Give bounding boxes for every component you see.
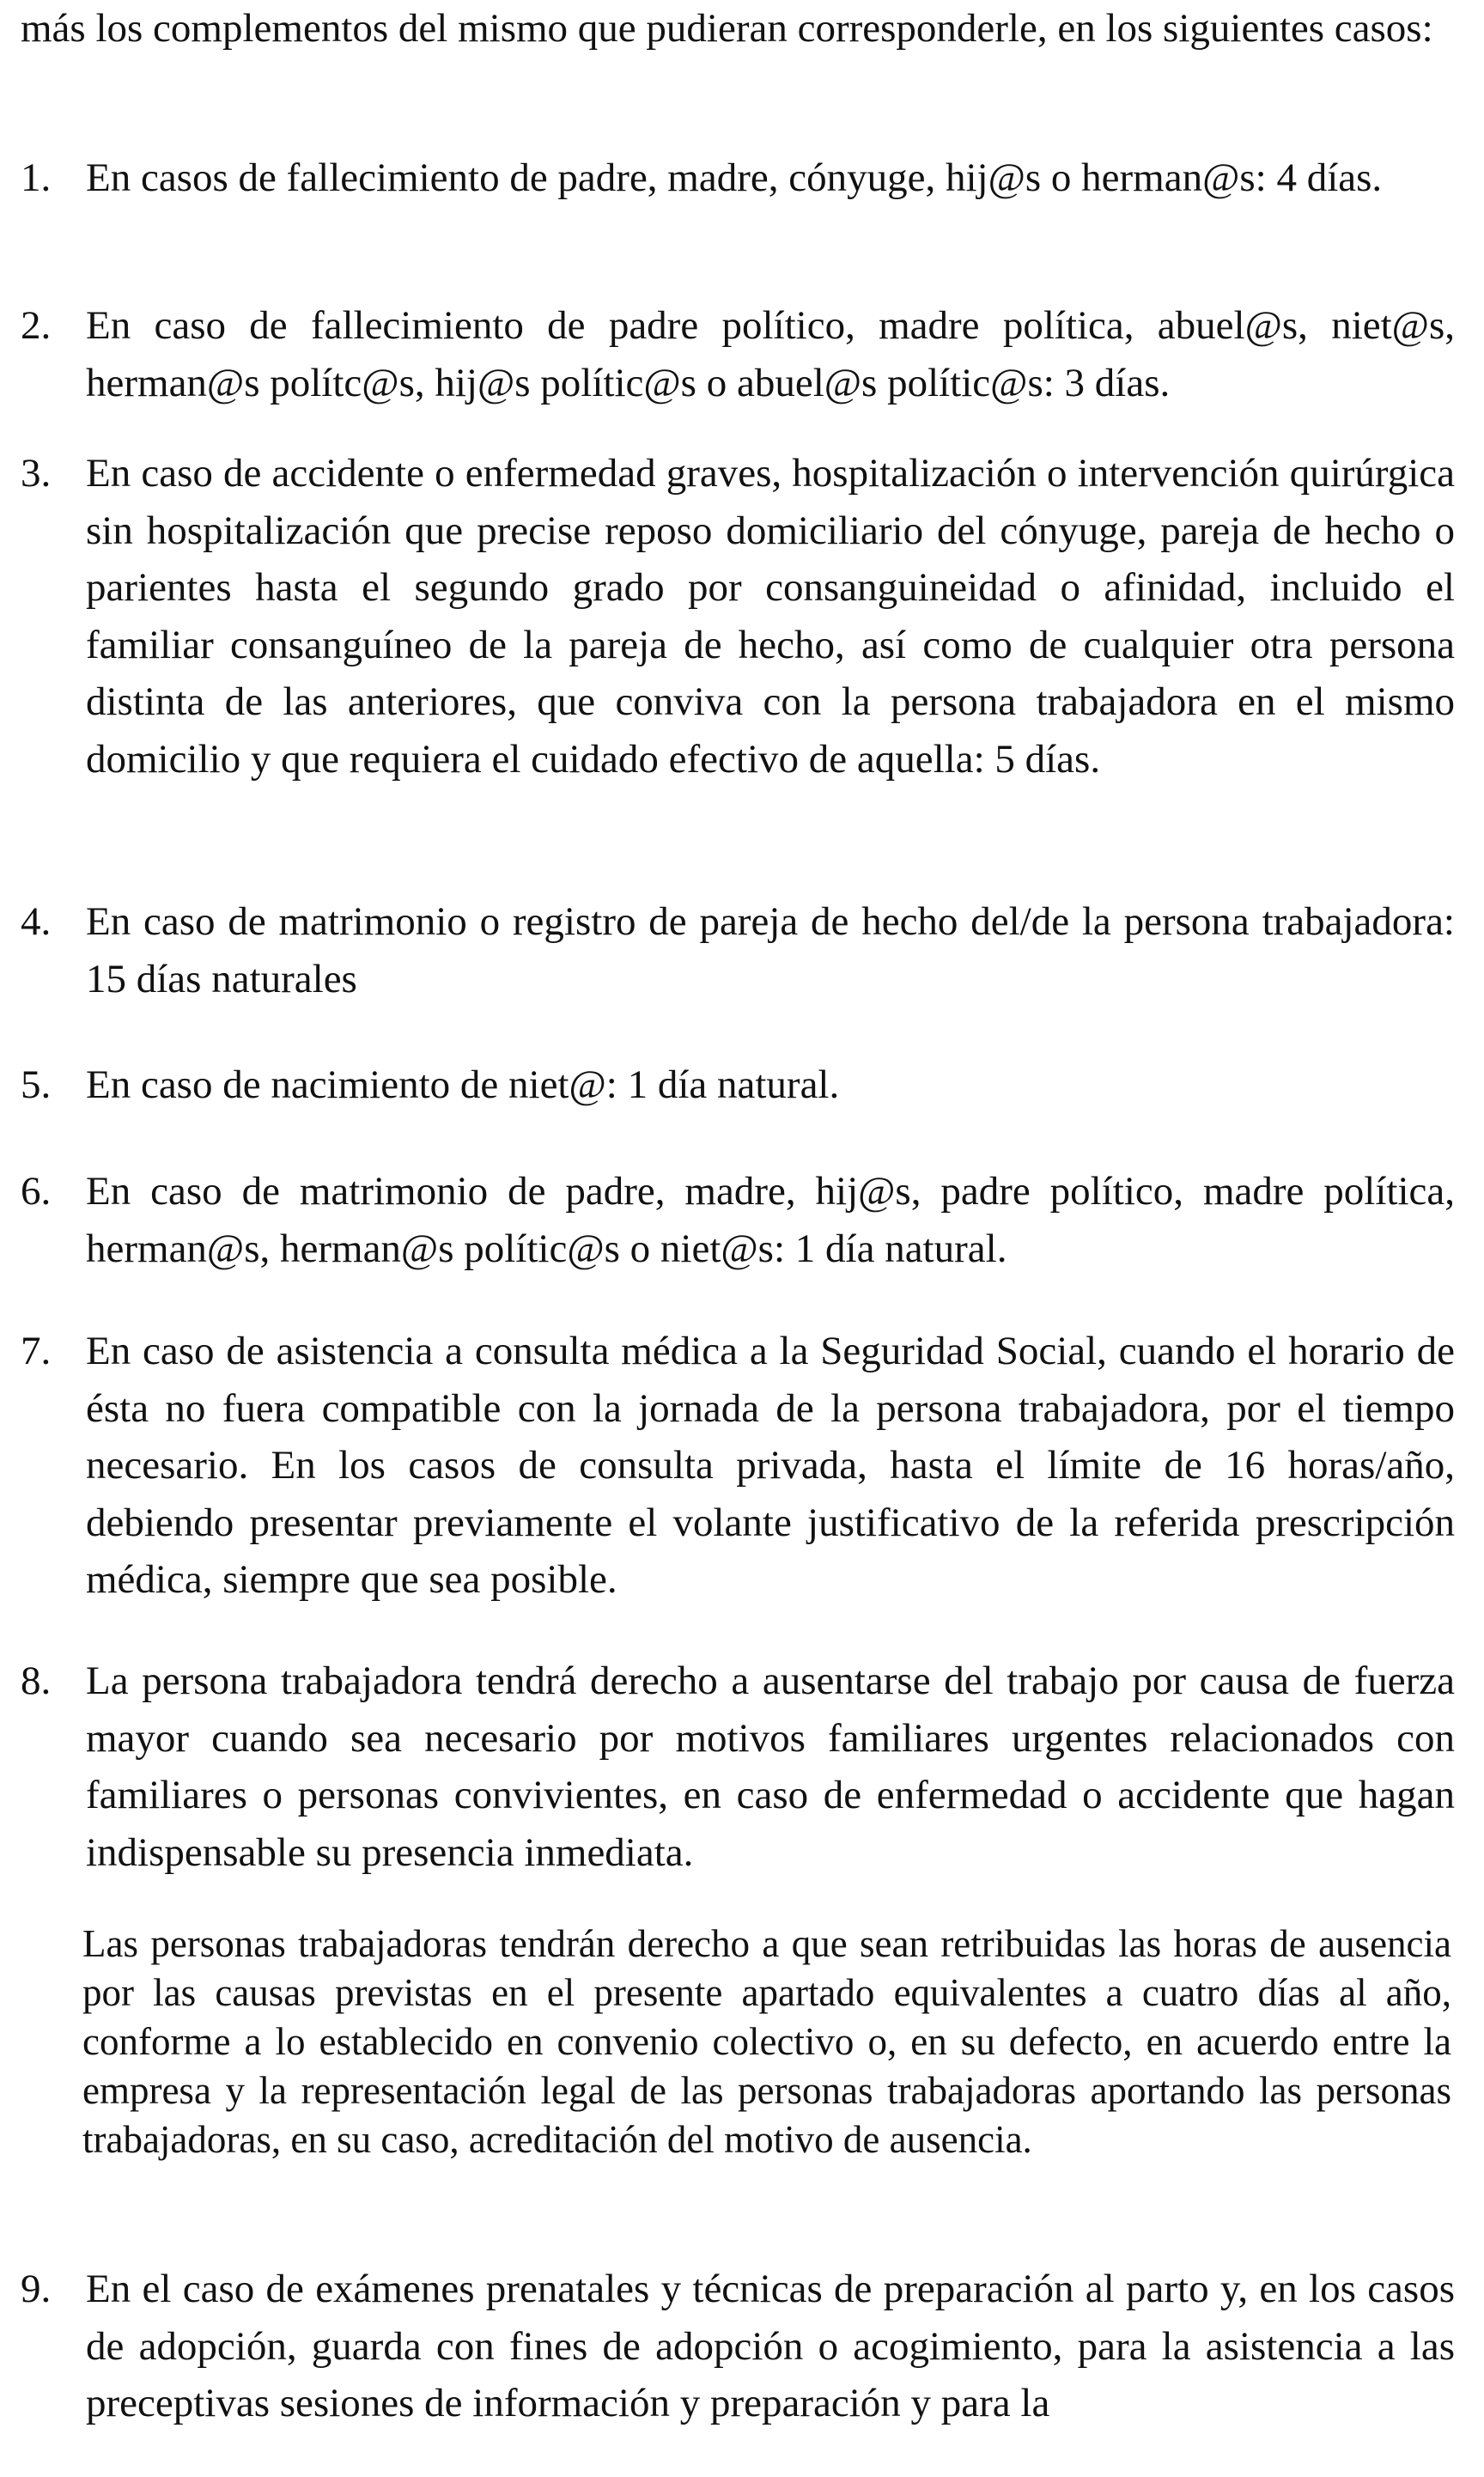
list-number: 1. xyxy=(21,155,52,200)
list-item-text: La persona trabajadora tendrá derecho a ausentarse del trabajo por causa de fuerza mayor cuando sea necesario por motivos familiares urgentes relacionados con familiares o personas convivientes, en caso de enfermedad o accidente que hagan indispensable su presencia inmediata. xyxy=(86,1658,1455,1875)
list-item-text: En caso de matrimonio o registro de pareja de hecho del/de la persona trabajadora: 15 días naturales xyxy=(86,899,1455,1001)
list-number: 7. xyxy=(21,1329,52,1373)
list-item-text: En caso de nacimiento de niet@: 1 día natural. xyxy=(86,1062,840,1107)
list-number: 8. xyxy=(21,1658,52,1703)
list-number: 3. xyxy=(21,451,52,496)
list-item-text: En el caso de exámenes prenatales y técnicas de preparación al parto y, en los casos de adopción, guarda con fines de adopción o acogimiento, para la asistencia a las preceptivas sesiones de información y preparación y para la xyxy=(86,2267,1455,2425)
list-item-text: En casos de fallecimiento de padre, madre, cónyuge, hij@s o herman@s: 4 días. xyxy=(86,155,1383,200)
list-number: 4. xyxy=(21,899,52,944)
item-8-followup-paragraph: Las personas trabajadoras tendrán derecho a que sean retribuidas las horas de ausencia por las causas previstas en el presente apartado equivalentes a cuatro días al año, conforme a lo establecido en convenio colectivo o, en su defecto, en acuerdo entre la empresa y la representación legal de las personas trabajadoras aportando las personas trabajadoras, en su caso, acreditación del motivo de ausencia. xyxy=(82,1922,1451,2161)
list-number: 6. xyxy=(21,1169,52,1214)
list-item-text: En caso de matrimonio de padre, madre, hij@s, padre político, madre política, herman@s, herman@s polític@s o niet@s: 1 día natural. xyxy=(86,1169,1455,1271)
list-item-text: En caso de asistencia a consulta médica a la Seguridad Social, cuando el horario de ésta no fuera compatible con la jornada de la persona trabajadora, por el tiempo necesario. En los casos de consulta privada, hasta el límite de 16 horas/año, debiendo presentar previamente el volante justificativo de la referida prescripción médica, siempre que sea posible. xyxy=(86,1329,1455,1602)
list-number: 2. xyxy=(21,303,52,348)
list-item-text: En caso de accidente o enfermedad graves, hospitalización o intervención quirúrgica sin hospitalización que precise reposo domiciliario del cónyuge, pareja de hecho o parientes hasta el segundo grado por consanguineidad o afinidad, incluido el familiar consanguíneo de la pareja de hecho, así como de cualquier otra persona distinta de las anteriores, que conviva con la persona trabajadora en el mismo domicilio y que requiera el cuidado efectivo de aquella: 5 días. xyxy=(86,451,1455,782)
intro-paragraph: más los complementos del mismo que pudieran corresponderle, en los siguientes casos: xyxy=(21,6,1433,51)
list-number: 5. xyxy=(21,1062,52,1107)
list-item-text: En caso de fallecimiento de padre político, madre política, abuel@s, niet@s, herman@s polítc@s, hij@s polític@s o abuel@s polític@s: 3 días. xyxy=(86,303,1455,405)
list-number: 9. xyxy=(21,2267,52,2311)
